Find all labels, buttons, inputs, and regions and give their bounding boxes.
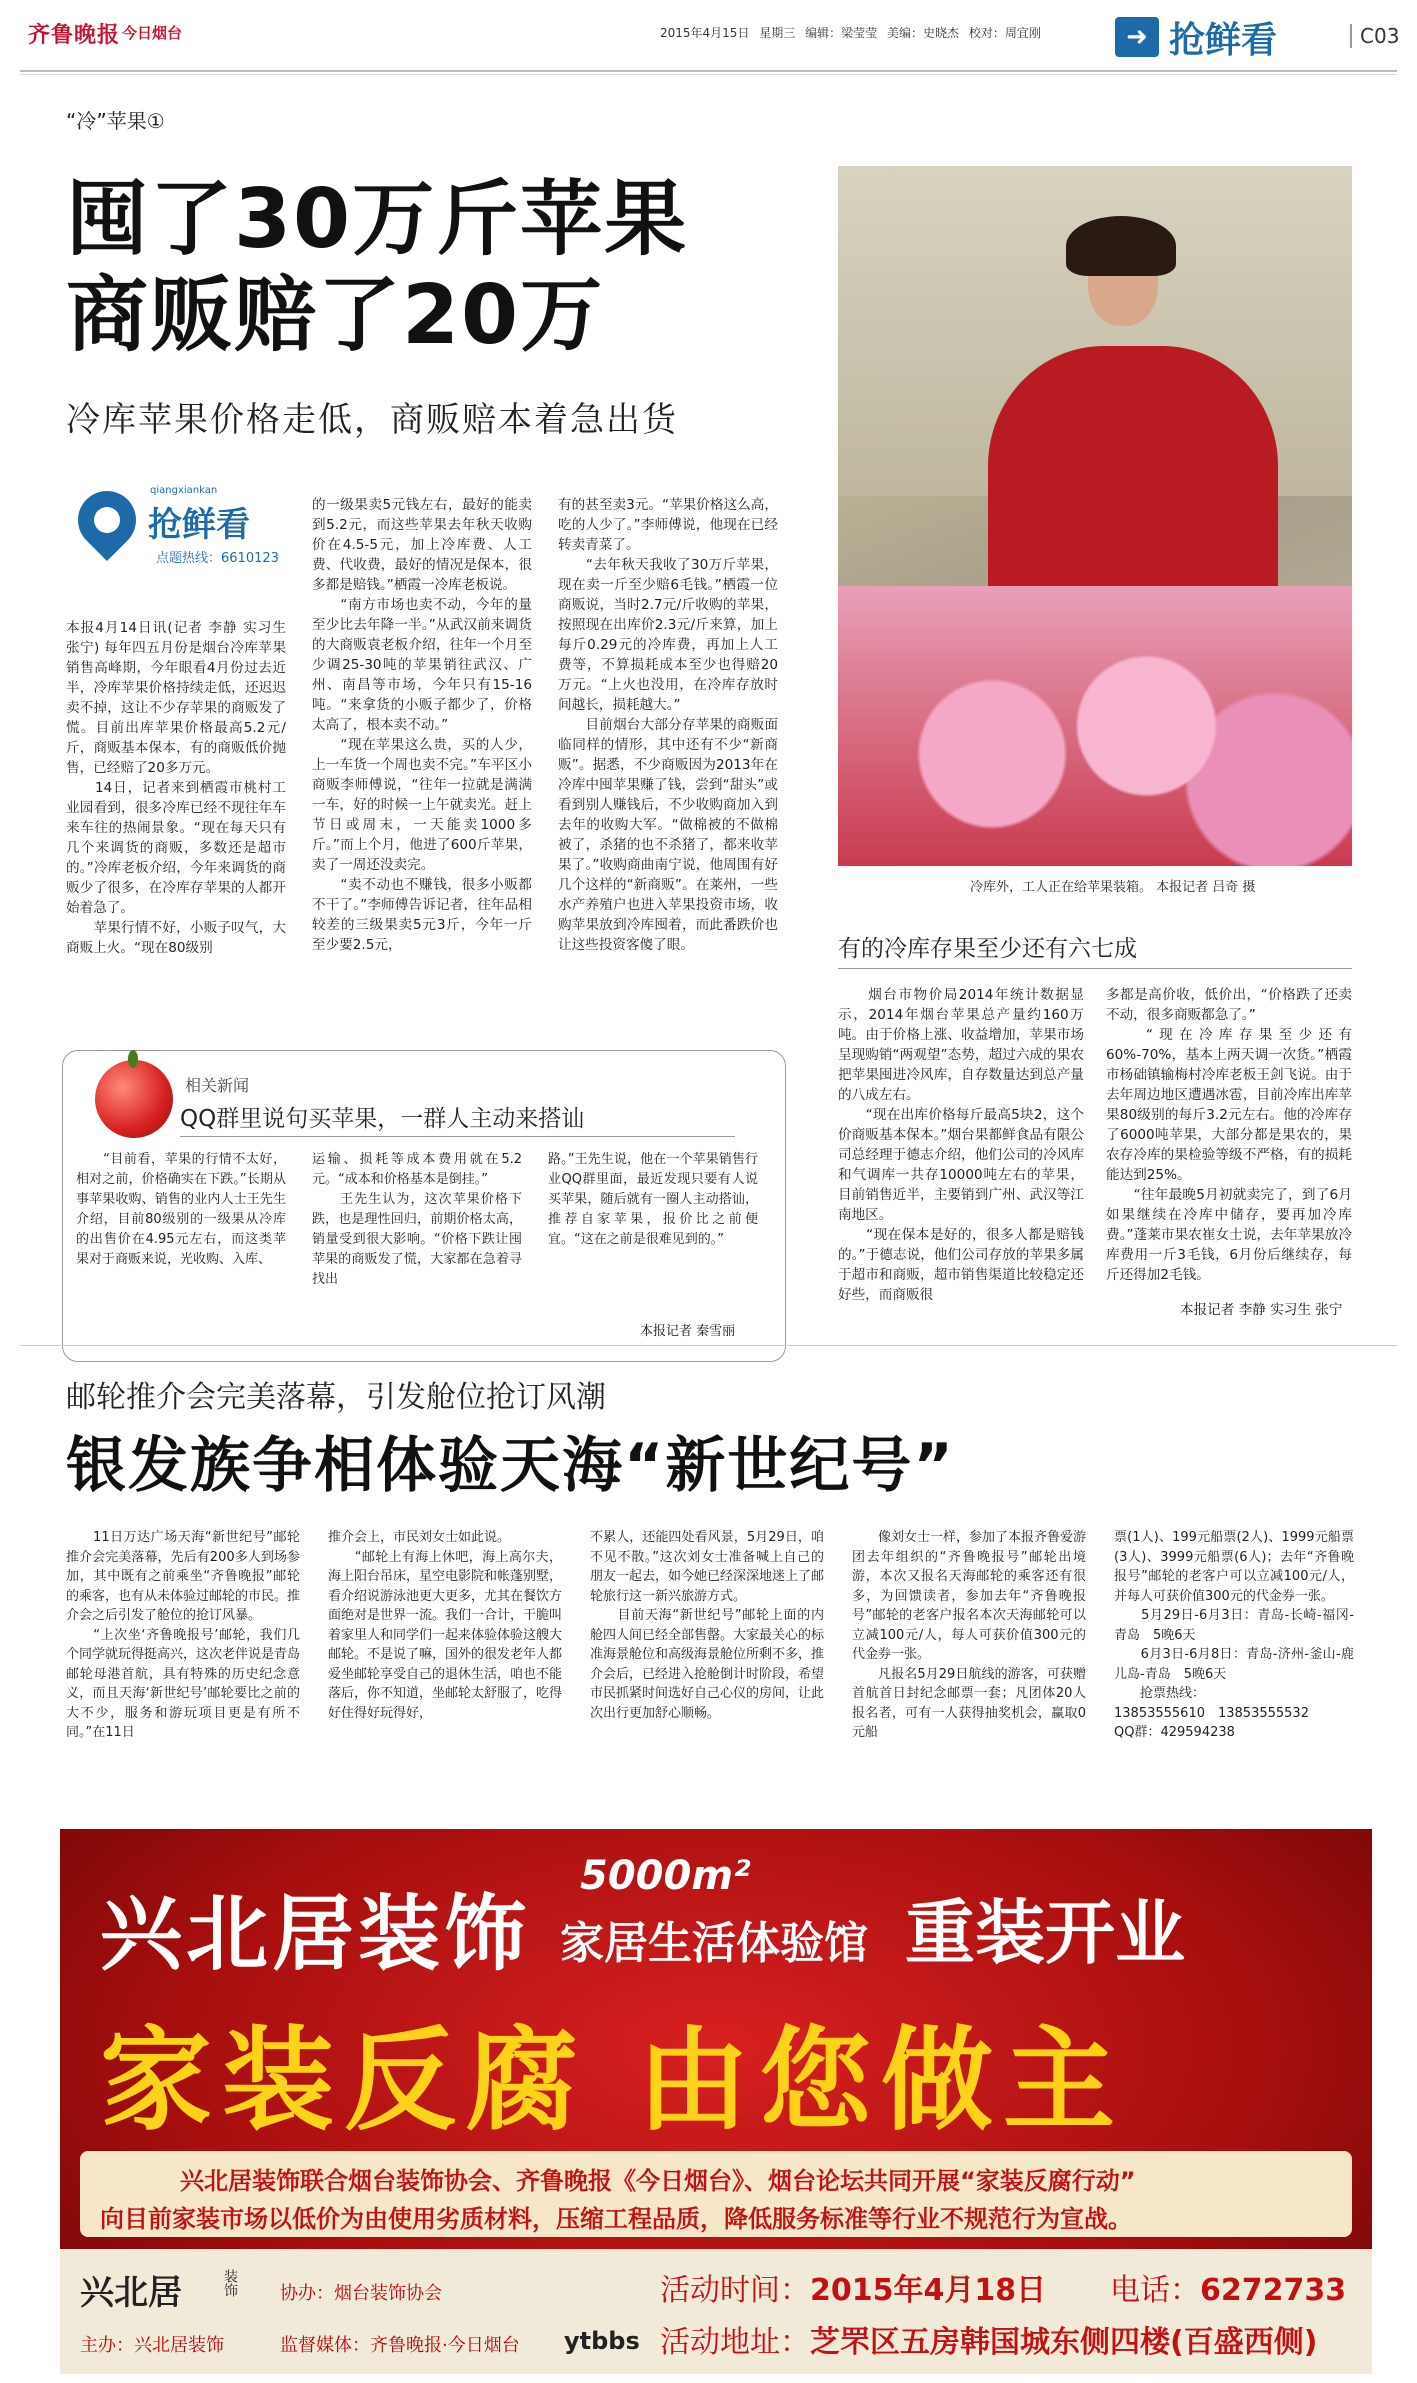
article2-col1: 烟台市物价局2014年统计数据显示，2014年烟台苹果总产量约160万吨。由于价格上涨、收益增加，苹果市场呈现购销“两观望”态势，超过六成的果农把苹果囤进冷风库，自存数量达到总产量的八成左右。 “现在出库价格每斤最高5块2，这个价商贩基本保本。”烟台果都鲜食品有限公司总经理于德志介绍，他们公司的冷风库和气调库一共存10000吨左右的苹果，目前销售近半，主要销到广州、武汉等江南地区。 “现在保本是好的，很多人都是赔钱的。”于德志说，他们公司存放的苹果多属于超市和商贩，超市销售渠道比较稳定还好些，而商贩很: [838, 987, 1084, 1303]
proofreader: 校对：周宜刚: [968, 26, 1041, 40]
ad-slogan: 家装反腐 由您做主: [100, 2016, 1125, 2146]
ad-area: 5000m²: [580, 1853, 751, 1899]
related-news-rule: [180, 1136, 735, 1137]
article3-col2: 推介会上，市民刘女士如此说。 “邮轮上有海上休吧，海上高尔夫，海上阳台吊床，星空电影院和帐蓬别墅，看介绍说游泳池更大更多，尤其在餐饮方面绝对是世界一流。我们一合计，干脆叫着家里人和同学们一起来体验体验这艘大邮轮。不是说了嘛，国外的很发老年人都爱坐邮轮享受自己的退休生活，咱也不能落后，你不知道，坐邮轮太舒服了，吃得好住得好玩得好，: [328, 1530, 563, 1721]
related-news-col3: 路。”王先生说，他在一个苹果销售行业QQ群里面，最近发现只要有人说买苹果，随后就有一圈人主动搭讪，推荐自家苹果，报价比之前便宜。“这在之前是很难见到的。”: [548, 1152, 758, 1247]
headline: [66, 172, 688, 364]
worker-hair: [1066, 216, 1176, 276]
header-rule: [20, 70, 1397, 72]
article1-col2: 的一级果卖5元钱左右，最好的能卖到5.2元，而这些苹果去年秋天收购价在4.5-5元，加上冷库费、人工费、代收费，最好的情况是保本，很多都是赔钱。”栖霞一冷库老板说。 “南方市场也卖不动，今年的量至少比去年降一半。”从武汉前来调货的大商贩袁老板介绍，往年一个月至少调25-30吨的苹果销往武汉、广州、南昌等市场，今年只有15-16吨。“来拿货的小贩子都少了，价格太高了，根本卖不动。” “现在苹果这么贵，买的人少，上一车货一个周也卖不完。”车平区小商贩李师傅说，“往年一拉就是满满一车，好的时候一上午就卖光。赶上节日或周末，一天能卖1000多斤。”而上个月，他进了600斤苹果，卖了一周还没卖完。 “卖不动也不赚钱，很多小贩都不干了。”李师傅告诉记者，往年品相较差的三级果卖5元3斤，今年一斤至少要2.5元，: [312, 497, 532, 953]
hotline-badge: [78, 485, 308, 585]
ad-time-label: 活动时间：: [660, 2273, 810, 2308]
ad-phone-row: [1110, 2265, 1346, 2309]
page-number: C03: [1350, 24, 1399, 48]
ad-host: 主办：兴北居装饰: [80, 2335, 224, 2356]
header-rule-thin: [20, 74, 1397, 75]
article2-byline: 本报记者 李静 实习生 张宁: [1180, 1302, 1343, 1318]
arrow-icon: ➜: [1115, 17, 1159, 57]
article2-col2: 多都是高价收，低价出，“价格跌了还卖不动，很多商贩都急了。” “现在冷库存果至少还有60%-70%，基本上两天调一次货。”栖霞市杨础镇输梅村冷库老板王剑飞说。由于去年周边地区遭遇冰雹，目前冷库出库苹果80级别的每斤3.2元左右。他的冷库存了6000吨苹果，大部分都是果农的，果农存冷库的果检验等级不严格，有的损耗能达到25%。 “往年最晚5月初就卖完了，到了6月如果继续在冷库中储存，要再加冷库费。”蓬莱市果农崔女士说，去年苹果放冷库费用一斤3毛钱，6月份后继续存，每斤还得加2毛钱。: [1106, 987, 1352, 1283]
eye-icon: [94, 507, 120, 533]
ad-brand: 兴北居装饰: [100, 1887, 531, 1982]
article3-kicker: 邮轮推介会完美落幕，引发舱位抢订风潮: [66, 1380, 606, 1415]
article2-rule: [838, 968, 1352, 969]
section-name: 今日烟台: [122, 24, 183, 42]
article3-col4: 像刘女士一样，参加了本报齐鲁爱游团去年组织的“齐鲁晚报号”邮轮出境游，本次又报名天海邮轮的乘客还有很多，为回馈读者，参加去年“齐鲁晚报号”邮轮的老客户报名本次天海邮轮可以立减100元/人，每人可获价值300元的代金券一张。 凡报名5月29日航线的游客，可获赠首航首日封纪念邮票一套；凡团体20人报名者，可有一人获得抽奖机会，赢取0元船: [852, 1530, 1087, 1740]
ad-media-logo: ytbbs: [564, 2327, 640, 2355]
hotline-number: 点题热线：6610123: [156, 551, 279, 566]
ad-phone-label: 电话：: [1110, 2273, 1200, 2308]
designer: 美编：史晓杰: [886, 26, 959, 40]
subheadline: 冷库苹果价格走低，商贩赔本着急出货: [66, 400, 678, 440]
ad-address-row: [660, 2317, 1317, 2361]
article3-col1: 11日万达广场天海“新世纪号”邮轮推介会完美落幕，先后有200多人到场参加，其中既有之前乘坐“齐鲁晚报”邮轮的乘客，也有从未体验过邮轮的市民。推介会之后引发了舱位的抢订风暴。 “上次坐‘齐鲁晚报号’邮轮，我们几个同学就玩得挺高兴，这次老伴说是青岛邮轮母港首航，具有特殊的历史纪念意义，而且天海‘新世纪号’邮轮要比之前的大不少，服务和游玩项目更是有所不同。”在11日: [66, 1530, 301, 1740]
photo-caption: 冷库外，工人正在给苹果装箱。 本报记者 吕奇 摄: [970, 880, 1256, 895]
issue-weekday: 星期三: [759, 26, 796, 40]
ad-phone: 6272733: [1200, 2273, 1347, 2308]
related-news-byline: 本报记者 秦雪丽: [640, 1324, 736, 1339]
series-label: “冷”苹果①: [66, 109, 165, 133]
ad-desc2: 向目前家装市场以低价为由使用劣质材料，压缩工程品质，降低服务标准等行业不规范行为宣战。: [100, 2205, 1132, 2233]
article1-col3: 有的甚至卖3元。“苹果价格这么高，吃的人少了。”李师傅说，他现在已经转卖青菜了。 “去年秋天我收了30万斤苹果，现在卖一斤至少赔6毛钱。”栖霞一位商贩说，当时2.7元/斤收购的苹果，按照现在出库价2.3元/斤来算，加上每斤0.29元的冷库费，再加上人工费等，不算损耗成本至少也得赔20万元。“上火也没用，在冷库存放时间越长，损耗越大。” 目前烟台大部分存苹果的商贩面临同样的情形，其中还有不少“新商贩”。据悉，不少商贩因为2013年在冷库中囤苹果赚了钱，尝到“甜头”或看到别人赚钱后，不少收购商加入到去年的收购大军。“做棉被的不做棉被了，杀猪的也不杀猪了，都来收苹果了。”收购商曲南宁说，他周围有好几个这样的“新商贩”。在莱州，一些水产养殖户也进入苹果投资市场，收购苹果放到冷库囤着，而此番跌价也让这些投资客傻了眼。: [558, 497, 778, 953]
ad-coorganizer: 协办：烟台装饰协会: [280, 2283, 442, 2304]
section-divider: [20, 1345, 1397, 1346]
issue-date: 2015年4月15日: [660, 26, 750, 40]
editor: 编辑：梁莹莹: [805, 26, 878, 40]
masthead-info: [660, 24, 1041, 41]
article3-col5: 票(1人)、199元船票(2人)、1999元船票(3人)、3999元船票(6人)；去年“齐鲁晚报号”邮轮的老客户可以立减100元/人，并每人可获价值300元的代金券一张。 5月29日-6月3日：青岛-长崎-福冈-青岛 5晚6天 6月3日-6月8日：青岛-济州-釜山-鹿儿岛-青岛 5晚6天 抢票热线： 13853555610 13853555532 QQ群：429594238: [1114, 1530, 1354, 1740]
ad-media: 监督媒体：齐鲁晚报·今日烟台: [280, 2335, 520, 2356]
apple-icon: [95, 1060, 173, 1138]
related-news-label: 相关新闻: [185, 1076, 250, 1095]
apple-leaf-icon: [128, 1050, 138, 1068]
related-news-col2: 运输、损耗等成本费用就在5.2元。“成本和价格基本是倒挂。” 王先生认为，这次苹果价格下跌，也是理性回归，前期价格太高，销量受到很大影响。“价格下跌让囤苹果的商贩发了慌，大家都在急着寻找出: [312, 1152, 522, 1287]
market-photo: [838, 166, 1352, 866]
hotline-logo: 抢鲜看: [148, 505, 250, 545]
ad-logo-sub: 装饰: [222, 2269, 238, 2297]
hotline-pinyin: qiangxiankan: [150, 485, 218, 496]
ad-logo: 兴北居: [80, 2273, 182, 2313]
ad-address: 芝罘区五房韩国城东侧四楼(百盛西侧): [810, 2325, 1318, 2360]
column-title: 抢鲜看: [1169, 19, 1278, 61]
column-brand: [1115, 12, 1330, 62]
ad-desc1: 兴北居装饰联合烟台装饰协会、齐鲁晚报《今日烟台》、烟台论坛共同开展“家装反腐行动”: [180, 2167, 1136, 2195]
ad-hall: 家居生活体验馆: [560, 1918, 868, 1969]
article3-col3: 不累人，还能四处看风景，5月29日，咱不见不散。”这次刘女士准备喊上自己的朋友一起去，如今她已经深深地迷上了邮轮旅行这一新兴旅游方式。 目前天海“新世纪号”邮轮上面的内舱四人间已经全部售罄。大家最关心的标准海景舱位和高级海景舱位所剩不多，推介会后，已经进入抢舱倒计时阶段，希望市民抓紧时间选好自己心仪的房间，让此次出行更加舒心顺畅。: [590, 1530, 825, 1721]
apples-in-foam: [838, 586, 1352, 866]
advertisement: [60, 1829, 1372, 2374]
ad-reopen: 重装开业: [905, 1892, 1185, 1974]
ad-address-label: 活动地址：: [660, 2325, 810, 2360]
article3-headline: 银发族争相体验天海“新世纪号”: [66, 1431, 955, 1501]
related-news-col1: “目前看，苹果的行情不太好，相对之前，价格确实在下跌。”长期从事苹果收购、销售的业内人士王先生介绍，目前80级别的一级果从冷库的出售价在4.95元左右，而这类苹果对于商贩来说，光收购、入库、: [76, 1152, 286, 1267]
article2-heading: 有的冷库存果至少还有六七成: [838, 936, 1137, 962]
ad-time: 2015年4月18日: [810, 2273, 1047, 2308]
headline-line1: 囤了30万斤苹果: [66, 172, 689, 267]
article1-col1: 本报4月14日讯(记者 李静 实习生 张宁) 每年四五月份是烟台冷库苹果销售高峰期，今年眼看4月份过去近半，冷库苹果价格持续走低，还迟迟卖不掉，这让不少存苹果的商贩发了慌。目前出库苹果价格最高5.2元/斤，商贩基本保本，有的商贩低价抛售，已经赔了20多万元。 14日，记者来到栖霞市桃村工业园看到，很多冷库已经不现往年车来车往的热闹景象。“现在每天只有几个来调货的商贩，多数还是超市的。”冷库老板介绍，今年来调货的商贩少了很多，在冷库存苹果的人都开始着急了。 苹果行情不好，小贩子叹气，大商贩上火。“现在80级别: [66, 620, 286, 956]
ad-time-row: [660, 2265, 1046, 2309]
headline-line2: 商贩赔了20万: [66, 268, 605, 363]
newspaper-logo: 齐鲁晚报: [28, 22, 121, 48]
related-news-title: QQ群里说句买苹果，一群人主动来搭讪: [180, 1106, 585, 1132]
